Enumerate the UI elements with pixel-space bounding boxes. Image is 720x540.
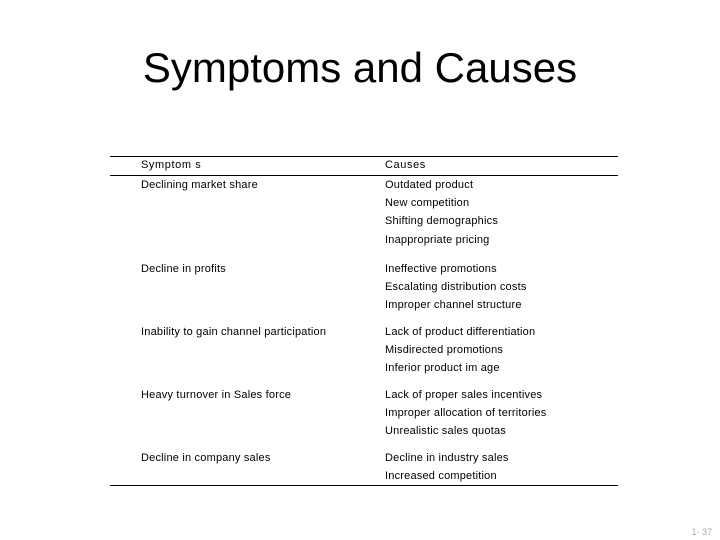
cause-item: Lack of proper sales incentives <box>385 389 543 401</box>
symptom-cell: Inability to gain channel participation <box>141 326 327 338</box>
cause-item: Ineffective promotions <box>385 263 497 275</box>
causes-cell <box>385 176 618 249</box>
cause-item: New competition <box>385 197 470 210</box>
cause-item: Inappropriate pricing <box>385 233 490 246</box>
header-symptoms: Symptom s <box>141 159 202 171</box>
symptom-cell: Decline in profits <box>141 263 226 275</box>
table-row <box>110 176 618 260</box>
table-row <box>110 386 618 449</box>
symptom-cell: Decline in company sales <box>141 452 271 464</box>
table-row <box>110 260 618 323</box>
cause-item: Outdated product <box>385 179 474 191</box>
causes-cell <box>385 386 618 441</box>
cause-item: Misdirected promotions <box>385 344 504 357</box>
symptom-cell: Heavy turnover in Sales force <box>141 389 292 401</box>
symptom-cell: Declining market share <box>141 179 258 191</box>
cause-item: Increased competition <box>385 470 497 483</box>
cause-item: Decline in industry sales <box>385 452 509 464</box>
page-number: 1- 37 <box>691 527 712 537</box>
cause-item: Lack of product differentiation <box>385 326 536 338</box>
cause-item: Inferior product im age <box>385 362 500 375</box>
table-row <box>110 323 618 386</box>
causes-cell <box>385 449 618 485</box>
table-row <box>110 449 618 485</box>
symptoms-causes-table <box>110 156 618 486</box>
causes-cell <box>385 323 618 378</box>
cause-item: Escalating distribution costs <box>385 281 527 294</box>
table-header <box>110 157 618 176</box>
page-title: Symptoms and Causes <box>142 44 578 91</box>
cause-item: Unrealistic sales quotas <box>385 425 506 438</box>
header-causes: Causes <box>385 159 426 171</box>
causes-cell <box>385 260 618 315</box>
cause-item: Improper channel structure <box>385 299 522 312</box>
cause-item: Improper allocation of territories <box>385 407 547 420</box>
cause-item: Shifting demographics <box>385 215 499 228</box>
